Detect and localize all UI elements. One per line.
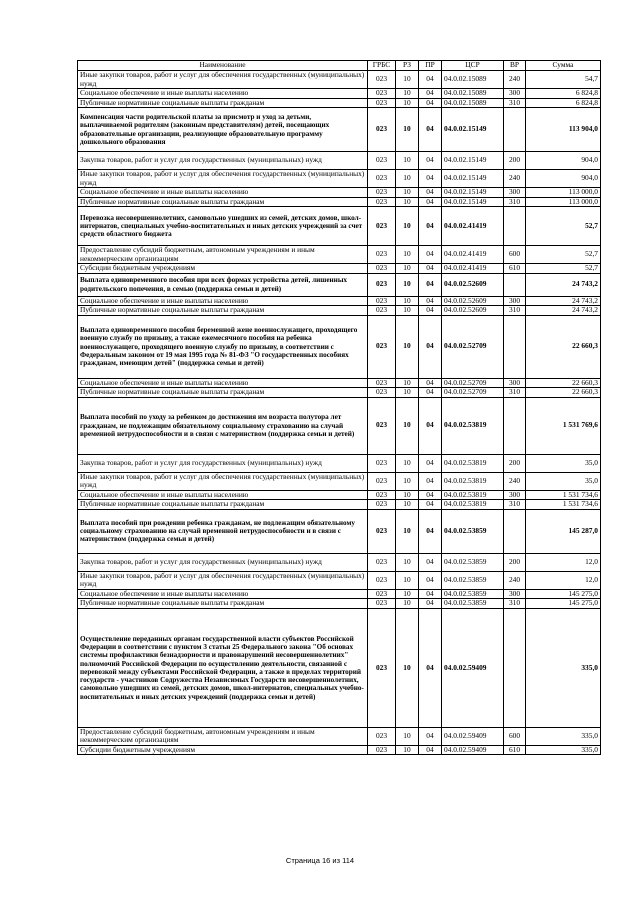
row-rz: 10 bbox=[396, 246, 419, 264]
row-csr: 04.0.02.15149 bbox=[442, 188, 504, 198]
row-rz: 10 bbox=[396, 500, 419, 510]
row-vr: 310 bbox=[504, 388, 526, 398]
table-row bbox=[78, 246, 601, 264]
header-pr: ПР bbox=[419, 61, 442, 71]
row-vr: 200 bbox=[504, 553, 526, 571]
row-vr: 300 bbox=[504, 296, 526, 306]
row-csr: 04.0.02.15149 bbox=[442, 108, 504, 152]
row-rz: 10 bbox=[396, 89, 419, 99]
row-pr: 04 bbox=[419, 599, 442, 609]
row-grbs: 023 bbox=[368, 490, 396, 500]
row-grbs: 023 bbox=[368, 745, 396, 755]
row-pr: 04 bbox=[419, 207, 442, 246]
row-name: Выплата пособий при рождении ребенка гражданам, не подлежащим обязательному социальному страхованию на случай временной нетрудоспособности и в связи с материнством (поддержка семьи и детей) bbox=[78, 509, 368, 553]
row-sum: 6 824,8 bbox=[526, 98, 601, 108]
row-pr: 04 bbox=[419, 388, 442, 398]
row-grbs: 023 bbox=[368, 197, 396, 207]
row-vr: 300 bbox=[504, 378, 526, 388]
row-pr: 04 bbox=[419, 727, 442, 745]
row-sum: 35,0 bbox=[526, 454, 601, 472]
row-pr: 04 bbox=[419, 472, 442, 490]
row-grbs: 023 bbox=[368, 727, 396, 745]
row-grbs: 023 bbox=[368, 472, 396, 490]
row-csr: 04.0.02.15089 bbox=[442, 71, 504, 89]
row-sum: 1 531 769,6 bbox=[526, 397, 601, 454]
row-grbs: 023 bbox=[368, 207, 396, 246]
row-sum: 52,7 bbox=[526, 246, 601, 264]
row-vr: 300 bbox=[504, 188, 526, 198]
table-row bbox=[78, 388, 601, 398]
row-csr: 04.0.02.52609 bbox=[442, 273, 504, 296]
row-pr: 04 bbox=[419, 608, 442, 727]
row-vr: 610 bbox=[504, 264, 526, 274]
table-row bbox=[78, 315, 601, 378]
row-vr bbox=[504, 108, 526, 152]
row-rz: 10 bbox=[396, 454, 419, 472]
row-vr: 240 bbox=[504, 170, 526, 188]
row-sum: 1 531 734,6 bbox=[526, 500, 601, 510]
table-header-row bbox=[78, 61, 601, 71]
row-name: Иные закупки товаров, работ и услуг для обеспечения государственных (муниципальных) нужд bbox=[78, 472, 368, 490]
table-row bbox=[78, 197, 601, 207]
row-pr: 04 bbox=[419, 98, 442, 108]
row-grbs: 023 bbox=[368, 71, 396, 89]
row-vr: 310 bbox=[504, 98, 526, 108]
row-vr: 310 bbox=[504, 306, 526, 316]
row-csr: 04.0.02.52609 bbox=[442, 296, 504, 306]
row-sum: 335,0 bbox=[526, 727, 601, 745]
table-row bbox=[78, 589, 601, 599]
row-vr bbox=[504, 509, 526, 553]
row-pr: 04 bbox=[419, 745, 442, 755]
row-grbs: 023 bbox=[368, 388, 396, 398]
row-pr: 04 bbox=[419, 509, 442, 553]
table-row bbox=[78, 599, 601, 609]
row-sum: 52,7 bbox=[526, 264, 601, 274]
table-row bbox=[78, 571, 601, 589]
row-grbs: 023 bbox=[368, 571, 396, 589]
row-rz: 10 bbox=[396, 188, 419, 198]
row-rz: 10 bbox=[396, 608, 419, 727]
row-csr: 04.0.02.59409 bbox=[442, 608, 504, 727]
row-vr: 610 bbox=[504, 745, 526, 755]
row-rz: 10 bbox=[396, 296, 419, 306]
row-sum: 335,0 bbox=[526, 745, 601, 755]
row-name: Выплата единовременного пособия при всех формах устройства детей, лишенных родительского попечения, в семью (поддержка семьи и детей) bbox=[78, 273, 368, 296]
row-pr: 04 bbox=[419, 553, 442, 571]
table-row bbox=[78, 608, 601, 727]
row-pr: 04 bbox=[419, 378, 442, 388]
row-csr: 04.0.02.15089 bbox=[442, 89, 504, 99]
row-name: Выплата единовременного пособия беременной жене военнослужащего, проходящего военную службу по призыву, а также ежемесячного пособия на ребенка военнослужащего, проходящего военную службу по призыву, в соответствии с Федеральным законом от 19 мая 1995 года № 81-ФЗ "О государственных пособиях гражданам, имеющим детей" (поддержка семьи и детей) bbox=[78, 315, 368, 378]
row-name: Иные закупки товаров, работ и услуг для обеспечения государственных (муниципальных) нужд bbox=[78, 71, 368, 89]
table-row bbox=[78, 170, 601, 188]
row-rz: 10 bbox=[396, 315, 419, 378]
page-number: Страница 16 из 114 bbox=[285, 856, 355, 865]
table-row bbox=[78, 378, 601, 388]
row-sum: 54,7 bbox=[526, 71, 601, 89]
table-row bbox=[78, 509, 601, 553]
row-grbs: 023 bbox=[368, 315, 396, 378]
table-row bbox=[78, 500, 601, 510]
row-pr: 04 bbox=[419, 306, 442, 316]
row-sum: 12,0 bbox=[526, 571, 601, 589]
row-rz: 10 bbox=[396, 197, 419, 207]
row-csr: 04.0.02.53819 bbox=[442, 490, 504, 500]
row-grbs: 023 bbox=[368, 397, 396, 454]
row-name: Закупка товаров, работ и услуг для государственных (муниципальных) нужд bbox=[78, 553, 368, 571]
row-grbs: 023 bbox=[368, 454, 396, 472]
row-sum: 52,7 bbox=[526, 207, 601, 246]
row-vr: 300 bbox=[504, 589, 526, 599]
row-csr: 04.0.02.41419 bbox=[442, 207, 504, 246]
row-vr: 310 bbox=[504, 599, 526, 609]
row-sum: 1 531 734,6 bbox=[526, 490, 601, 500]
row-csr: 04.0.02.53819 bbox=[442, 454, 504, 472]
row-rz: 10 bbox=[396, 306, 419, 316]
table-row bbox=[78, 490, 601, 500]
table-row bbox=[78, 727, 601, 745]
row-sum: 24 743,2 bbox=[526, 306, 601, 316]
row-name: Публичные нормативные социальные выплаты гражданам bbox=[78, 500, 368, 510]
row-csr: 04.0.02.59409 bbox=[442, 727, 504, 745]
row-vr: 200 bbox=[504, 152, 526, 170]
row-vr bbox=[504, 273, 526, 296]
row-name: Публичные нормативные социальные выплаты гражданам bbox=[78, 306, 368, 316]
row-csr: 04.0.02.53819 bbox=[442, 472, 504, 490]
row-vr: 310 bbox=[504, 197, 526, 207]
row-name: Иные закупки товаров, работ и услуг для обеспечения государственных (муниципальных) нужд bbox=[78, 571, 368, 589]
row-rz: 10 bbox=[396, 170, 419, 188]
row-grbs: 023 bbox=[368, 296, 396, 306]
row-rz: 10 bbox=[396, 388, 419, 398]
table-row bbox=[78, 152, 601, 170]
row-csr: 04.0.02.41419 bbox=[442, 246, 504, 264]
row-grbs: 023 bbox=[368, 246, 396, 264]
row-name: Публичные нормативные социальные выплаты гражданам bbox=[78, 98, 368, 108]
row-pr: 04 bbox=[419, 89, 442, 99]
row-pr: 04 bbox=[419, 454, 442, 472]
table-row bbox=[78, 264, 601, 274]
row-grbs: 023 bbox=[368, 509, 396, 553]
row-pr: 04 bbox=[419, 197, 442, 207]
row-grbs: 023 bbox=[368, 378, 396, 388]
header-rz: РЗ bbox=[396, 61, 419, 71]
row-sum: 22 660,3 bbox=[526, 315, 601, 378]
row-name: Социальное обеспечение и иные выплаты населению bbox=[78, 89, 368, 99]
row-rz: 10 bbox=[396, 98, 419, 108]
row-name: Публичные нормативные социальные выплаты гражданам bbox=[78, 388, 368, 398]
row-name: Социальное обеспечение и иные выплаты населению bbox=[78, 589, 368, 599]
row-vr bbox=[504, 207, 526, 246]
table-row bbox=[78, 553, 601, 571]
row-sum: 24 743,2 bbox=[526, 273, 601, 296]
row-grbs: 023 bbox=[368, 98, 396, 108]
row-name: Перевозка несовершеннолетних, самовольно ушедших из семей, детских домов, школ-интернатов, специальных учебно-воспитательных и иных детских учреждений за счет средств областного бюджета bbox=[78, 207, 368, 246]
row-rz: 10 bbox=[396, 207, 419, 246]
row-name: Социальное обеспечение и иные выплаты населению bbox=[78, 296, 368, 306]
row-grbs: 023 bbox=[368, 500, 396, 510]
row-name: Осуществление переданных органам государственной власти субъектов Российской Федерации в соответствии с пунктом 3 статьи 25 Федерального закона "Об основах системы профилактики безнадзорности и правонарушений несовершеннолетних" полномочий Российской Федерации по осуществлению деятельности, связанной с перевозкой между субъектами Российской Федерации, а также в пределах территорий государств - участников Содружества Независимых Государств несовершеннолетних, самовольно ушедших из семей, детских домов, школ-интернатов, специальных учебно-воспитательных и иных детских учреждений (поддержка семьи и детей) bbox=[78, 608, 368, 727]
row-csr: 04.0.02.15149 bbox=[442, 170, 504, 188]
table-row bbox=[78, 296, 601, 306]
row-name: Закупка товаров, работ и услуг для государственных (муниципальных) нужд bbox=[78, 152, 368, 170]
row-grbs: 023 bbox=[368, 589, 396, 599]
header-name: Наименование bbox=[78, 61, 368, 71]
row-grbs: 023 bbox=[368, 108, 396, 152]
row-rz: 10 bbox=[396, 472, 419, 490]
row-vr: 600 bbox=[504, 246, 526, 264]
row-name: Компенсация части родительской платы за присмотр и уход за детьми, выплачиваемой родителям (законным представителям) детей, посещающих образовательные организации, реализующие образовательную программу дошкольного образования bbox=[78, 108, 368, 152]
row-name: Выплата пособий по уходу за ребенком до достижения им возраста полутора лет гражданам, не подлежащим обязательному социальному страхованию на случай временной нетрудоспособности и в связи с материнством (поддержка семьи и детей) bbox=[78, 397, 368, 454]
row-rz: 10 bbox=[396, 571, 419, 589]
row-sum: 145 275,0 bbox=[526, 599, 601, 609]
row-pr: 04 bbox=[419, 397, 442, 454]
row-sum: 904,0 bbox=[526, 152, 601, 170]
row-csr: 04.0.02.52609 bbox=[442, 306, 504, 316]
row-csr: 04.0.02.53859 bbox=[442, 599, 504, 609]
table-row bbox=[78, 397, 601, 454]
row-sum: 904,0 bbox=[526, 170, 601, 188]
row-rz: 10 bbox=[396, 727, 419, 745]
row-name: Публичные нормативные социальные выплаты гражданам bbox=[78, 197, 368, 207]
row-vr: 300 bbox=[504, 89, 526, 99]
row-rz: 10 bbox=[396, 108, 419, 152]
row-name: Субсидии бюджетным учреждениям bbox=[78, 745, 368, 755]
row-name: Предоставление субсидий бюджетным, автономным учреждениям и иным некоммерческим организациям bbox=[78, 246, 368, 264]
row-sum: 22 660,3 bbox=[526, 378, 601, 388]
row-name: Социальное обеспечение и иные выплаты населению bbox=[78, 490, 368, 500]
row-sum: 24 743,2 bbox=[526, 296, 601, 306]
row-vr: 310 bbox=[504, 500, 526, 510]
row-rz: 10 bbox=[396, 71, 419, 89]
table-row bbox=[78, 207, 601, 246]
row-sum: 145 275,0 bbox=[526, 589, 601, 599]
row-name: Социальное обеспечение и иные выплаты населению bbox=[78, 188, 368, 198]
row-vr: 600 bbox=[504, 727, 526, 745]
table-row bbox=[78, 472, 601, 490]
row-name: Публичные нормативные социальные выплаты гражданам bbox=[78, 599, 368, 609]
row-name: Предоставление субсидий бюджетным, автономным учреждениям и иным некоммерческим организациям bbox=[78, 727, 368, 745]
table-row bbox=[78, 108, 601, 152]
row-rz: 10 bbox=[396, 264, 419, 274]
row-rz: 10 bbox=[396, 397, 419, 454]
table-row bbox=[78, 98, 601, 108]
row-grbs: 023 bbox=[368, 170, 396, 188]
row-grbs: 023 bbox=[368, 608, 396, 727]
row-sum: 145 287,0 bbox=[526, 509, 601, 553]
row-rz: 10 bbox=[396, 599, 419, 609]
row-grbs: 023 bbox=[368, 553, 396, 571]
row-rz: 10 bbox=[396, 273, 419, 296]
row-csr: 04.0.02.53819 bbox=[442, 500, 504, 510]
row-sum: 113 000,0 bbox=[526, 188, 601, 198]
row-vr bbox=[504, 315, 526, 378]
table-row bbox=[78, 306, 601, 316]
table-row bbox=[78, 89, 601, 99]
row-csr: 04.0.02.53859 bbox=[442, 589, 504, 599]
table-row bbox=[78, 745, 601, 755]
row-sum: 335,0 bbox=[526, 608, 601, 727]
row-csr: 04.0.02.53859 bbox=[442, 509, 504, 553]
row-csr: 04.0.02.52709 bbox=[442, 378, 504, 388]
row-vr: 200 bbox=[504, 454, 526, 472]
row-vr: 300 bbox=[504, 490, 526, 500]
row-grbs: 023 bbox=[368, 264, 396, 274]
row-vr bbox=[504, 397, 526, 454]
row-grbs: 023 bbox=[368, 152, 396, 170]
row-pr: 04 bbox=[419, 273, 442, 296]
row-name: Субсидии бюджетным учреждениям bbox=[78, 264, 368, 274]
row-csr: 04.0.02.52709 bbox=[442, 315, 504, 378]
row-sum: 22 660,3 bbox=[526, 388, 601, 398]
row-csr: 04.0.02.53859 bbox=[442, 553, 504, 571]
header-sum: Сумма bbox=[526, 61, 601, 71]
row-grbs: 023 bbox=[368, 599, 396, 609]
table-row bbox=[78, 273, 601, 296]
row-sum: 12,0 bbox=[526, 553, 601, 571]
row-pr: 04 bbox=[419, 264, 442, 274]
row-rz: 10 bbox=[396, 152, 419, 170]
table-row bbox=[78, 188, 601, 198]
row-pr: 04 bbox=[419, 188, 442, 198]
row-vr: 240 bbox=[504, 571, 526, 589]
row-rz: 10 bbox=[396, 745, 419, 755]
row-csr: 04.0.02.52709 bbox=[442, 388, 504, 398]
table-body bbox=[78, 71, 601, 755]
row-pr: 04 bbox=[419, 71, 442, 89]
row-vr bbox=[504, 608, 526, 727]
header-grbs: ГРБС bbox=[368, 61, 396, 71]
row-pr: 04 bbox=[419, 246, 442, 264]
row-grbs: 023 bbox=[368, 89, 396, 99]
row-sum: 113 000,0 bbox=[526, 197, 601, 207]
header-csr: ЦСР bbox=[442, 61, 504, 71]
header-vr: ВР bbox=[504, 61, 526, 71]
row-rz: 10 bbox=[396, 553, 419, 571]
row-rz: 10 bbox=[396, 589, 419, 599]
row-pr: 04 bbox=[419, 571, 442, 589]
row-pr: 04 bbox=[419, 296, 442, 306]
row-sum: 6 824,8 bbox=[526, 89, 601, 99]
table-row bbox=[78, 71, 601, 89]
row-grbs: 023 bbox=[368, 306, 396, 316]
row-csr: 04.0.02.41419 bbox=[442, 264, 504, 274]
row-name: Социальное обеспечение и иные выплаты населению bbox=[78, 378, 368, 388]
row-rz: 10 bbox=[396, 378, 419, 388]
row-sum: 113 904,0 bbox=[526, 108, 601, 152]
row-pr: 04 bbox=[419, 315, 442, 378]
row-csr: 04.0.02.53819 bbox=[442, 397, 504, 454]
row-pr: 04 bbox=[419, 170, 442, 188]
budget-table bbox=[77, 60, 601, 755]
row-pr: 04 bbox=[419, 152, 442, 170]
row-name: Закупка товаров, работ и услуг для государственных (муниципальных) нужд bbox=[78, 454, 368, 472]
row-vr: 240 bbox=[504, 472, 526, 490]
row-csr: 04.0.02.15149 bbox=[442, 197, 504, 207]
row-pr: 04 bbox=[419, 500, 442, 510]
row-rz: 10 bbox=[396, 490, 419, 500]
row-vr: 240 bbox=[504, 71, 526, 89]
row-csr: 04.0.02.53859 bbox=[442, 571, 504, 589]
row-rz: 10 bbox=[396, 509, 419, 553]
row-sum: 35,0 bbox=[526, 472, 601, 490]
row-pr: 04 bbox=[419, 108, 442, 152]
row-name: Иные закупки товаров, работ и услуг для обеспечения государственных (муниципальных) нужд bbox=[78, 170, 368, 188]
row-pr: 04 bbox=[419, 490, 442, 500]
row-csr: 04.0.02.15089 bbox=[442, 98, 504, 108]
row-grbs: 023 bbox=[368, 273, 396, 296]
table-row bbox=[78, 454, 601, 472]
row-csr: 04.0.02.59409 bbox=[442, 745, 504, 755]
row-grbs: 023 bbox=[368, 188, 396, 198]
row-pr: 04 bbox=[419, 589, 442, 599]
row-csr: 04.0.02.15149 bbox=[442, 152, 504, 170]
